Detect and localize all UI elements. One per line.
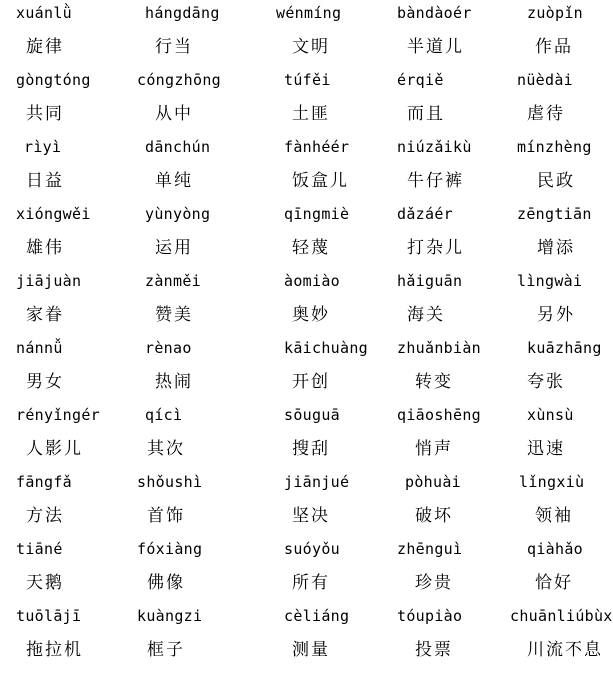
pinyin-text: hángdāng	[145, 4, 220, 22]
hanzi-text: 增添	[537, 238, 575, 258]
hanzi-text: 而且	[407, 104, 445, 124]
word-row	[0, 268, 600, 335]
pinyin-text: kuàngzi	[137, 607, 203, 625]
hanzi-text: 虐待	[527, 104, 565, 124]
pinyin-text: dānchún	[145, 138, 211, 156]
hanzi-text: 共同	[26, 104, 64, 124]
pinyin-text: rènao	[145, 339, 192, 357]
hanzi-text: 迅速	[527, 439, 565, 459]
pinyin-text: lǐngxiù	[519, 473, 585, 491]
hanzi-text: 悄声	[415, 439, 453, 459]
word-row	[0, 134, 600, 201]
hanzi-text: 开创	[292, 372, 330, 392]
hanzi-text: 测量	[292, 640, 330, 660]
word-row	[0, 603, 613, 670]
pinyin-text: fànhéér	[284, 138, 350, 156]
hanzi-text: 投票	[415, 640, 453, 660]
pinyin-text: érqiě	[397, 71, 444, 89]
pinyin-text: jiānjué	[284, 473, 350, 491]
pinyin-text: niúzǎikù	[397, 138, 472, 156]
hanzi-text: 男女	[26, 372, 64, 392]
hanzi-text: 轻蔑	[292, 238, 330, 258]
pinyin-text: xuánlǜ	[16, 4, 72, 22]
word-row	[0, 335, 600, 402]
hanzi-text: 人影儿	[26, 439, 83, 459]
hanzi-text: 破坏	[415, 506, 453, 526]
hanzi-text: 拖拉机	[26, 640, 83, 660]
hanzi-text: 夸张	[527, 372, 565, 392]
hanzi-text: 赞美	[155, 305, 193, 325]
pinyin-text: qiàhǎo	[527, 540, 583, 558]
hanzi-text: 文明	[292, 37, 330, 57]
pinyin-text: zhēnguì	[397, 540, 463, 558]
pinyin-text: pòhuài	[405, 473, 461, 491]
pinyin-text: kuāzhāng	[527, 339, 602, 357]
hanzi-text: 首饰	[147, 506, 185, 526]
hanzi-text: 珍贵	[415, 573, 453, 593]
pinyin-text: shǒushì	[137, 473, 203, 491]
pinyin-text: qīngmiè	[284, 205, 350, 223]
pinyin-text: bàndàoér	[397, 4, 472, 22]
pinyin-text: nüèdài	[517, 71, 573, 89]
pinyin-text: xùnsù	[527, 406, 574, 424]
hanzi-text: 运用	[155, 238, 193, 258]
pinyin-text: sōuguā	[284, 406, 340, 424]
pinyin-text: mínzhèng	[517, 138, 592, 156]
pinyin-text: rényǐngér	[16, 406, 100, 424]
hanzi-text: 旋律	[26, 37, 64, 57]
hanzi-text: 家眷	[26, 305, 64, 325]
pinyin-text: àomiào	[284, 272, 340, 290]
pinyin-text: qiāoshēng	[397, 406, 481, 424]
pinyin-text: zànměi	[145, 272, 201, 290]
hanzi-text: 海关	[407, 305, 445, 325]
pinyin-text: túfěi	[284, 71, 331, 89]
hanzi-text: 打杂儿	[407, 238, 464, 258]
word-row	[0, 469, 600, 536]
pinyin-text: yùnyòng	[145, 205, 211, 223]
pinyin-text: zēngtiān	[517, 205, 592, 223]
hanzi-text: 奥妙	[292, 305, 330, 325]
hanzi-text: 牛仔裤	[407, 171, 464, 191]
hanzi-text: 另外	[537, 305, 575, 325]
hanzi-text: 川流不息	[527, 640, 603, 660]
pinyin-text: dǎzáér	[397, 205, 453, 223]
hanzi-text: 半道儿	[407, 37, 464, 57]
pinyin-text: kāichuàng	[284, 339, 368, 357]
pinyin-text: cèliáng	[284, 607, 350, 625]
hanzi-text: 转变	[415, 372, 453, 392]
pinyin-text: hǎiguān	[397, 272, 463, 290]
hanzi-text: 其次	[147, 439, 185, 459]
pinyin-text: chuānliúbùx	[510, 607, 613, 625]
pinyin-text: nánnǚ	[16, 339, 63, 357]
hanzi-text: 单纯	[155, 171, 193, 191]
hanzi-text: 天鹅	[26, 573, 64, 593]
pinyin-text: suóyǒu	[284, 540, 340, 558]
word-row	[0, 67, 600, 134]
pinyin-text: fāngfǎ	[16, 473, 72, 491]
hanzi-text: 作品	[535, 37, 573, 57]
pinyin-text: tuōlājī	[16, 607, 82, 625]
pinyin-text: jiājuàn	[16, 272, 82, 290]
pinyin-text: rìyì	[24, 138, 62, 156]
hanzi-text: 热闹	[155, 372, 193, 392]
hanzi-text: 土匪	[292, 104, 330, 124]
hanzi-text: 饭盒儿	[292, 171, 349, 191]
word-row	[0, 536, 600, 603]
pinyin-text: zuòpǐn	[527, 4, 583, 22]
hanzi-text: 恰好	[535, 573, 573, 593]
pinyin-text: xióngwěi	[16, 205, 91, 223]
word-row	[0, 402, 600, 469]
hanzi-text: 民政	[537, 171, 575, 191]
word-row	[0, 0, 600, 67]
pinyin-text: qícì	[145, 406, 183, 424]
pinyin-text: lìngwài	[517, 272, 583, 290]
hanzi-text: 所有	[292, 573, 330, 593]
hanzi-text: 搜刮	[292, 439, 330, 459]
pinyin-text: fóxiàng	[137, 540, 203, 558]
hanzi-text: 坚决	[292, 506, 330, 526]
pinyin-text: cóngzhōng	[137, 71, 221, 89]
pinyin-text: tiāné	[16, 540, 63, 558]
pinyin-text: gòngtóng	[16, 71, 91, 89]
hanzi-text: 佛像	[147, 573, 185, 593]
hanzi-text: 从中	[155, 104, 193, 124]
pinyin-text: wénmíng	[276, 4, 342, 22]
word-row	[0, 201, 600, 268]
pinyin-text: zhuǎnbiàn	[397, 339, 481, 357]
hanzi-text: 领袖	[535, 506, 573, 526]
hanzi-text: 雄伟	[26, 238, 64, 258]
hanzi-text: 日益	[26, 171, 64, 191]
hanzi-text: 框子	[147, 640, 185, 660]
pinyin-text: tóupiào	[397, 607, 463, 625]
hanzi-text: 方法	[26, 506, 64, 526]
hanzi-text: 行当	[155, 37, 193, 57]
